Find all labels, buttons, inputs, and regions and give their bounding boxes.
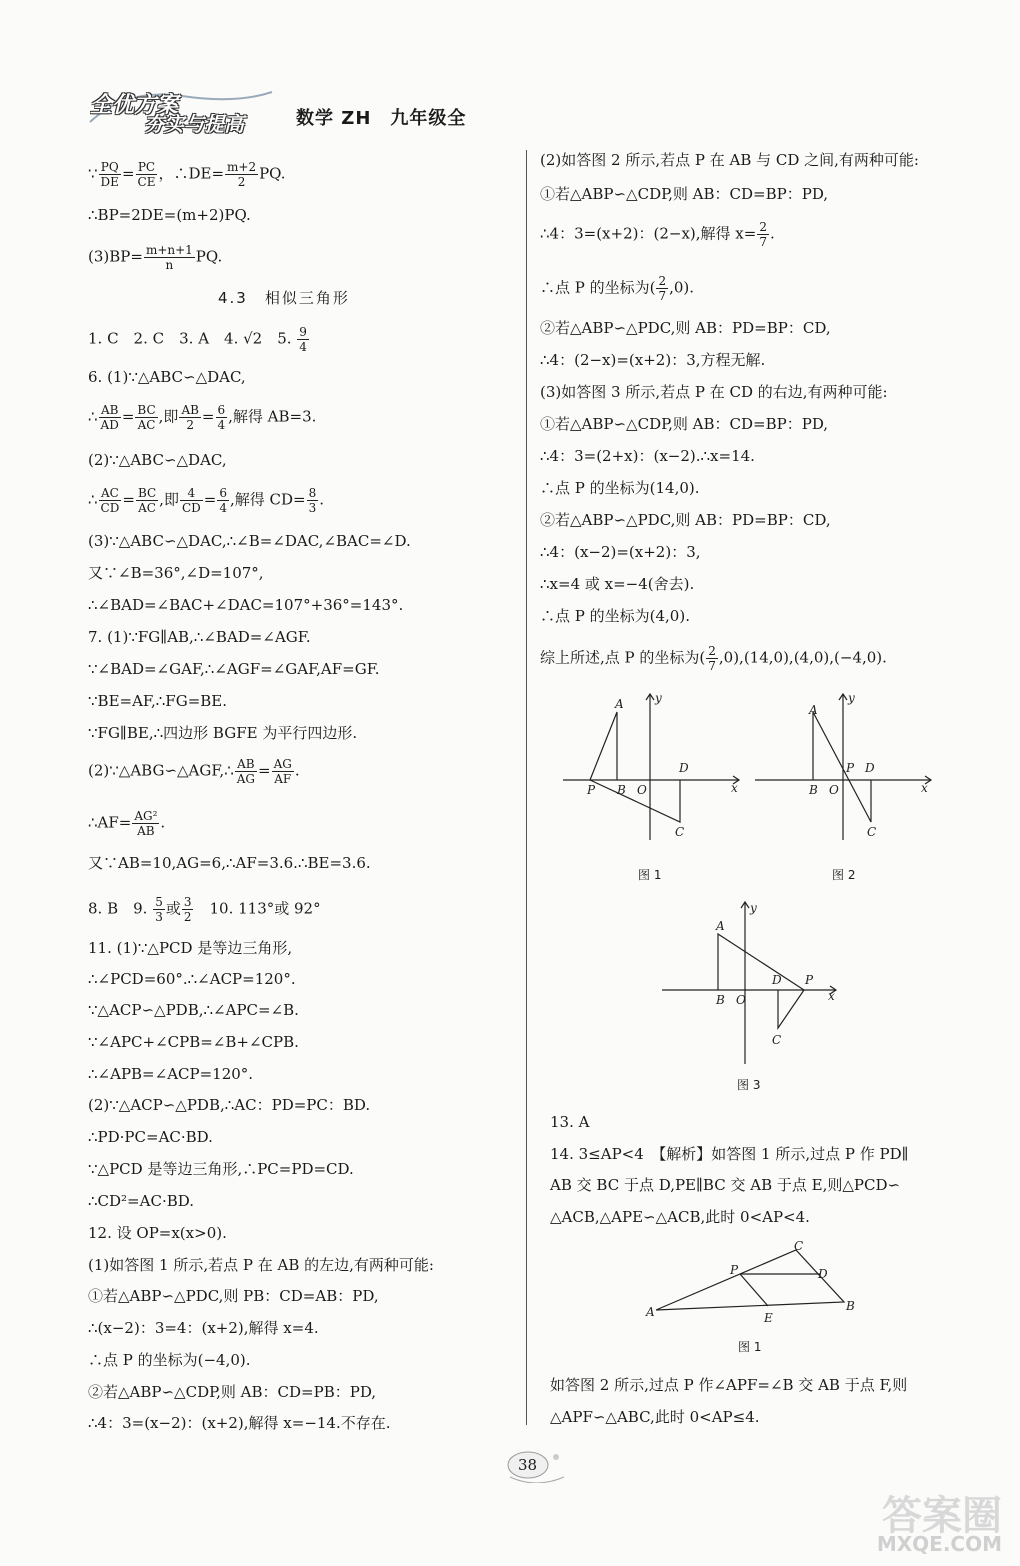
text-line: ∵∠APC+∠CPB=∠B+∠CPB.	[88, 1033, 299, 1051]
label-C: C	[772, 1033, 782, 1047]
logo-text-1: 全优方案	[90, 93, 179, 118]
text-line: ∵BE=AF,∴FG=BE.	[88, 692, 227, 710]
text-line: ∴ $\frac{AC}{CD}$ = $\frac{BC}{AC}$ ,即 $\frac{4}{CD}$ = $\frac{6}{4}$ ,解得 CD= $\frac{8}{3}$ .	[88, 486, 325, 515]
label-O: O	[637, 783, 647, 797]
figure-caption: 图 2	[832, 868, 856, 882]
label-A: A	[809, 703, 818, 717]
label-D: D	[865, 761, 875, 775]
text-line: ①若△ABP∽△CDP,则 AB：CD=BP：PD,	[540, 415, 829, 433]
text-line: 如答图 2 所示,过点 P 作∠APF=∠B 交 AB 于点 F,则	[550, 1376, 908, 1394]
text-line: 1. C 2. C 3. A 4. √2 5. $\frac{9}{4}$	[88, 325, 307, 354]
text-line: ∵FG∥BE,∴四边形 BGFE 为平行四边形.	[88, 724, 358, 742]
text-line: (2)∵△ABG∽△AGF,∴ $\frac{AB}{AG}$ = $\frac{AG}{AF}$ .	[88, 757, 300, 786]
text-line: ∴∠BAD=∠BAC+∠DAC=107°+36°=143°.	[88, 596, 404, 614]
text-line: ∴AF= $\frac{\text{AG²}}{AB}$ .	[88, 809, 166, 838]
label-B: B	[716, 993, 725, 1007]
text-line: (3)如答图 3 所示,若点 P 在 CD 的右边,有两种可能:	[540, 383, 888, 401]
text-line: 12. 设 OP=x(x>0).	[88, 1224, 227, 1242]
text-line: ∴4：3=(x+2)：(2−x),解得 x= $\frac{2}{7}$ .	[540, 220, 775, 249]
series-logo	[86, 78, 276, 136]
triangle-figure	[640, 1238, 870, 1328]
page-number	[506, 1447, 566, 1483]
page-header-title: 数学 ZH 九年级全	[296, 108, 467, 129]
text-line: ①若△ABP∽△PDC,则 PB：CD=AB：PD,	[88, 1287, 379, 1305]
label-O: O	[736, 993, 746, 1007]
figure-caption: 图 1	[738, 1340, 762, 1354]
text-line: △ACB,△APE∽△ACB,此时 0<AP<4.	[550, 1208, 810, 1226]
text-line: 6. (1)∵△ABC∽△DAC,	[88, 368, 246, 386]
label-A: A	[646, 1305, 655, 1319]
text-line: (2)∵△ACP∽△PDB,∴AC：PD=PC：BD.	[88, 1096, 371, 1114]
label-D: D	[679, 761, 689, 775]
label-P: P	[805, 973, 814, 987]
column-divider	[526, 150, 527, 1425]
text-line: ∴4：3=(x−2)：(x+2),解得 x=−14.不存在.	[88, 1414, 391, 1432]
text-line: ∴CD²=AC·BD.	[88, 1192, 194, 1210]
label-B: B	[809, 783, 818, 797]
text-line: ∵△ACP∽△PDB,∴∠APC=∠B.	[88, 1001, 299, 1019]
text-line: ∴点 P 的坐标为( $\frac{2}{7}$ ,0).	[540, 274, 695, 303]
text-line: △APF∽△ABC,此时 0<AP≤4.	[550, 1408, 760, 1426]
label-C: C	[867, 825, 877, 839]
label-x: x	[731, 781, 738, 795]
text-line: 又∵∠B=36°,∠D=107°,	[88, 564, 264, 582]
text-line: ②若△ABP∽△PDC,则 AB：PD=BP：CD,	[540, 319, 831, 337]
page-number-text: 38	[518, 1456, 538, 1474]
text-line: ∴BP=2DE=(m+2)PQ.	[88, 206, 251, 224]
text-line: (3)∵△ABC∽△DAC,∴∠B=∠DAC,∠BAC=∠D.	[88, 532, 411, 550]
watermark	[826, 1482, 1006, 1562]
text-line: ∴x=4 或 x=−4(舍去).	[540, 575, 695, 593]
label-A: A	[615, 697, 624, 711]
figure-2-coordinate-diagram	[753, 688, 943, 848]
label-P: P	[846, 761, 855, 775]
label-D: D	[818, 1267, 828, 1281]
text-line: ∴点 P 的坐标为(4,0).	[540, 607, 690, 625]
text-line: ①若△ABP∽△CDP,则 AB：CD=BP：PD,	[540, 185, 829, 203]
text-line: AB 交 BC 于点 D,PE∥BC 交 AB 于点 E,则△PCD∽	[550, 1176, 901, 1194]
text-line: ∴(x−2)：3=4：(x+2),解得 x=4.	[88, 1319, 319, 1337]
label-C: C	[675, 825, 685, 839]
figure-1-coordinate-diagram	[555, 688, 755, 848]
label-D: D	[772, 973, 782, 987]
text-line: 14. 3≤AP<4 【解析】如答图 1 所示,过点 P 作 PD∥	[550, 1145, 909, 1163]
label-E: E	[764, 1311, 773, 1325]
text-line: ∵∠BAD=∠GAF,∴∠AGF=∠GAF,AF=GF.	[88, 660, 380, 678]
figure-caption: 图 3	[737, 1078, 761, 1092]
figure-caption: 图 1	[638, 868, 662, 882]
label-B: B	[617, 783, 626, 797]
text-line: ∵ $\frac{PQ}{DE}$ = $\frac{PC}{CE}$ ，∴DE= $\frac{m+2}{2}$ PQ.	[88, 160, 286, 189]
label-y: y	[848, 691, 855, 705]
text-line: 又∵AB=10,AG=6,∴AF=3.6.∴BE=3.6.	[88, 854, 371, 872]
label-O: O	[829, 783, 839, 797]
text-line: ∴点 P 的坐标为(14,0).	[540, 479, 700, 497]
text-line: 8. B 9. $\frac{5}{3}$ 或 $\frac{3}{2}$ 10. 113°或 92°	[88, 895, 321, 924]
label-y: y	[750, 901, 757, 915]
text-line: (3)BP= $\frac{m+n+1}{n}$ PQ.	[88, 243, 223, 272]
logo-text-2: 夯实与提高	[144, 112, 244, 136]
text-line: ∴ $\frac{AB}{AD}$ = $\frac{BC}{AC}$ ,即 $\frac{AB}{2}$ = $\frac{6}{4}$ ,解得 AB=3.	[88, 403, 317, 432]
label-B: B	[846, 1299, 855, 1313]
text-line: (2)∵△ABC∽△DAC,	[88, 451, 227, 469]
section-title: 4.3 相似三角形	[218, 289, 350, 307]
figure-3-coordinate-diagram	[660, 898, 850, 1068]
label-C: C	[794, 1239, 804, 1253]
text-line: ②若△ABP∽△PDC,则 AB：PD=BP：CD,	[540, 511, 831, 529]
text-line: 11. (1)∵△PCD 是等边三角形,	[88, 939, 293, 957]
text-line: ∴4：(x−2)=(x+2)：3,	[540, 543, 701, 561]
text-line: ∴4：(2−x)=(x+2)：3,方程无解.	[540, 351, 766, 369]
text-line: 7. (1)∵FG∥AB,∴∠BAD=∠AGF.	[88, 628, 311, 646]
text-line: ∴4：3=(2+x)：(x−2).∴x=14.	[540, 447, 755, 465]
text-line: ∴PD·PC=AC·BD.	[88, 1128, 213, 1146]
label-y: y	[655, 691, 662, 705]
watermark-text: 答案圈	[882, 1493, 1002, 1539]
text-line: ∵△PCD 是等边三角形,∴PC=PD=CD.	[88, 1160, 354, 1178]
watermark-url: MXQE.COM	[876, 1532, 1002, 1556]
label-A: A	[716, 919, 725, 933]
text-line: ∴点 P 的坐标为(−4,0).	[88, 1351, 251, 1369]
label-x: x	[921, 781, 928, 795]
label-P: P	[730, 1263, 739, 1277]
text-line: 13. A	[550, 1113, 590, 1131]
label-x: x	[828, 989, 835, 1003]
text-line: (1)如答图 1 所示,若点 P 在 AB 的左边,有两种可能:	[88, 1256, 434, 1274]
label-P: P	[587, 783, 596, 797]
text-line: ②若△ABP∽△CDP,则 AB：CD=PB：PD,	[88, 1383, 377, 1401]
text-line: ∴∠PCD=60°.∴∠ACP=120°.	[88, 970, 296, 988]
text-line: (2)如答图 2 所示,若点 P 在 AB 与 CD 之间,有两种可能:	[540, 151, 919, 169]
text-line: ∴∠APB=∠ACP=120°.	[88, 1065, 254, 1083]
text-line: 综上所述,点 P 的坐标为( $\frac{2}{7}$ ,0),(14,0),(4,0),(−4,0).	[540, 644, 887, 673]
